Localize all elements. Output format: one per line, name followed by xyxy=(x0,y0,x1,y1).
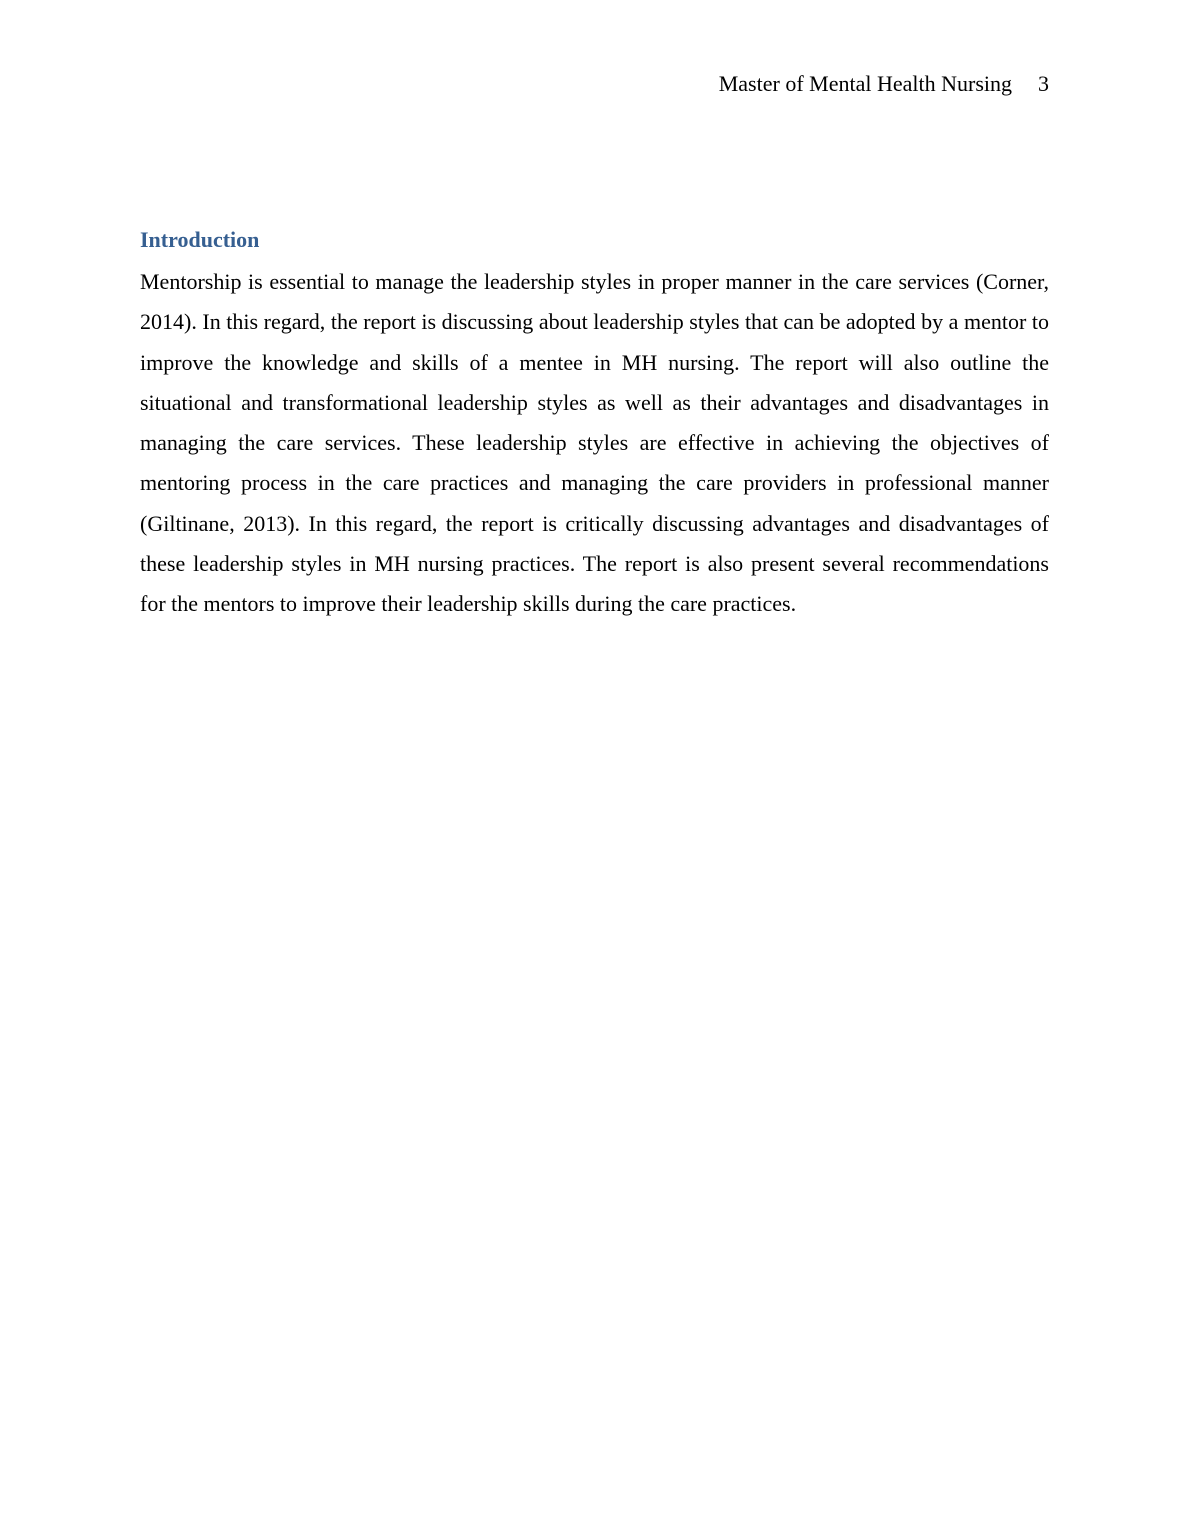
page-header xyxy=(719,70,1049,98)
section-heading: Introduction xyxy=(140,227,260,252)
running-title: Master of Mental Health Nursing xyxy=(718,71,1012,96)
page-number: 3 xyxy=(1038,71,1049,96)
introduction-paragraph: Mentorship is essential to manage the leadership styles in proper manner in the care services (Corner, 2014). In this regard, the report is discussing about leadership styles that can be adopted by a mentor to improve the knowledge and skills of a mentee in MH nursing. The report will also outline the situational and transformational leadership styles as well as their advantages and disadvantages in managing the care services. These leadership styles are effective in achieving the objectives of mentoring process in the care practices and managing the care providers in professional manner (Giltinane, 2013). In this regard, the report is critically discussing advantages and disadvantages of these leadership styles in MH nursing practices. The report is also present several recommendations for the mentors to improve their leadership skills during the care practices. xyxy=(140,269,1049,617)
document-body xyxy=(140,226,1049,625)
